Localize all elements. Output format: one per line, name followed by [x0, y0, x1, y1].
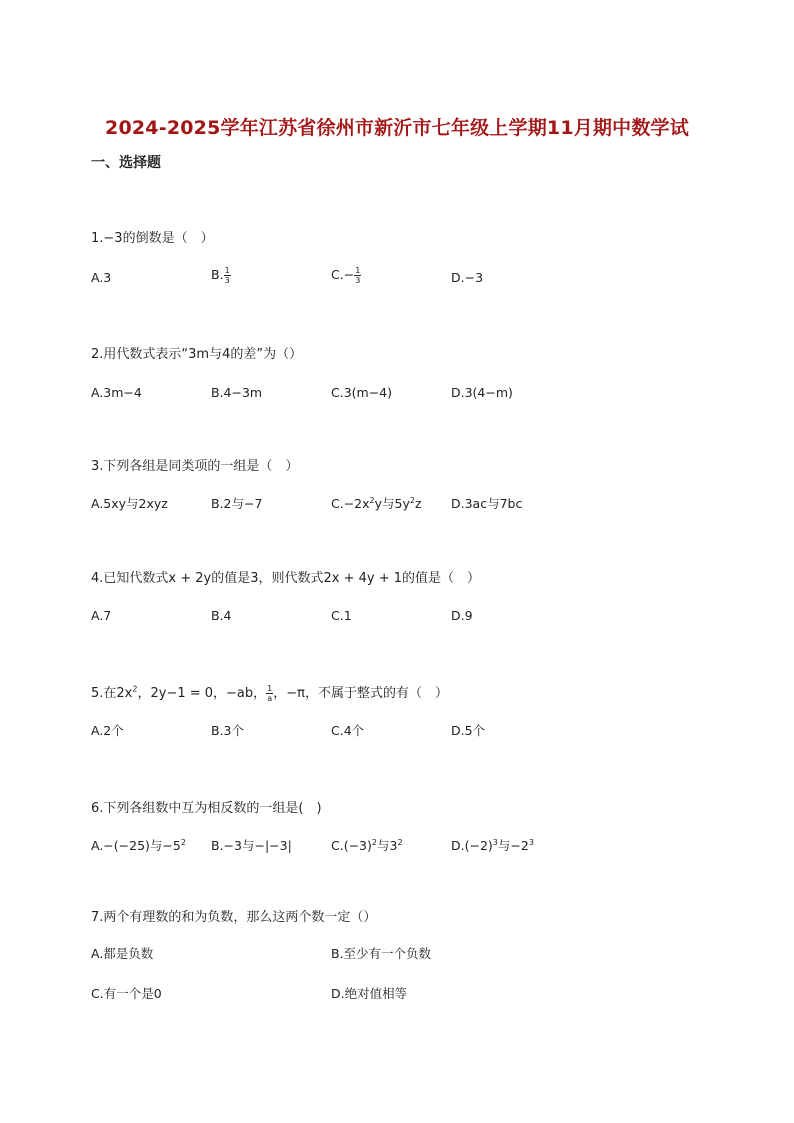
question-1-option-b: B. $\frac{1}{3}$	[211, 266, 230, 285]
question-3-option-a: A.5xy与2xyz	[91, 496, 168, 511]
question-3-stem: 3.下列各组是同类项的一组是（ ）	[91, 459, 299, 474]
question-5-option-c: C.4个	[331, 723, 365, 738]
question-5-stem: 5.在$2x^2$，2y−1 = 0，−ab， $\frac{1}{a}$ ，−π，不属于整式的有（ ）	[91, 684, 448, 703]
question-2-option-b: B.4−3m	[211, 385, 263, 400]
question-4-option-b: B.4	[211, 608, 232, 623]
question-1-option-a: A.3	[91, 270, 112, 285]
question-4-option-c: C.1	[331, 608, 352, 623]
question-6-option-c: $C.(-3)^2$与$3^2$	[331, 837, 403, 853]
question-2-option-d: D.3(4−m)	[451, 385, 513, 400]
question-6-option-b: B.−3与−|−3|	[211, 838, 292, 853]
question-2-stem: 2.用代数式表示“3m与4的差”为（）	[91, 347, 303, 362]
question-6-option-a: A.−(−25)与$-5^2$	[91, 837, 186, 853]
question-4-stem: 4.已知代数式x + 2y的值是3，则代数式2x + 4y + 1的值是（ ）	[91, 571, 481, 586]
question-2-option-c: C.3(m−4)	[331, 385, 393, 400]
question-7-option-d: D.绝对值相等	[331, 986, 408, 1001]
question-5-option-b: B.3个	[211, 723, 245, 738]
question-7-option-b: B.至少有一个负数	[331, 946, 432, 961]
fraction: $\frac{1}{3}$	[224, 266, 230, 285]
question-4-option-d: D.9	[451, 608, 473, 623]
question-4-option-a: A.7	[91, 608, 112, 623]
fraction: $\frac{1}{a}$	[267, 684, 273, 703]
document-title: 2024-2025学年江苏省徐州市新沂市七年级上学期11月期中数学试	[105, 117, 689, 139]
question-5-option-d: D.5个	[451, 723, 486, 738]
question-5-option-a: A.2个	[91, 723, 124, 738]
question-1-option-d: D.−3	[451, 270, 484, 285]
question-7-stem: 7.两个有理数的和为负数，那么这两个数一定（）	[91, 910, 377, 925]
question-3-option-b: B.2与−7	[211, 496, 263, 511]
question-1-option-c: C.− $\frac{1}{3}$	[331, 266, 361, 285]
question-6-option-d: $D.(-2)^3$与$-2^3$	[451, 837, 534, 853]
section-heading: 一、选择题	[91, 155, 161, 171]
question-7-option-c: C.有一个是0	[91, 986, 162, 1001]
question-6-stem: 6.下列各组数中互为相反数的一组是( )	[91, 801, 322, 816]
question-3-option-d: D.3ac与7bc	[451, 496, 523, 511]
fraction: $\frac{1}{3}$	[355, 266, 361, 285]
question-1-stem: 1.−3的倒数是（ ）	[91, 231, 214, 246]
question-7-option-a: A.都是负数	[91, 946, 154, 961]
question-2-option-a: A.3m−4	[91, 385, 142, 400]
question-3-option-c: $C.-2x^2y$与$5y^2z$	[331, 495, 422, 511]
